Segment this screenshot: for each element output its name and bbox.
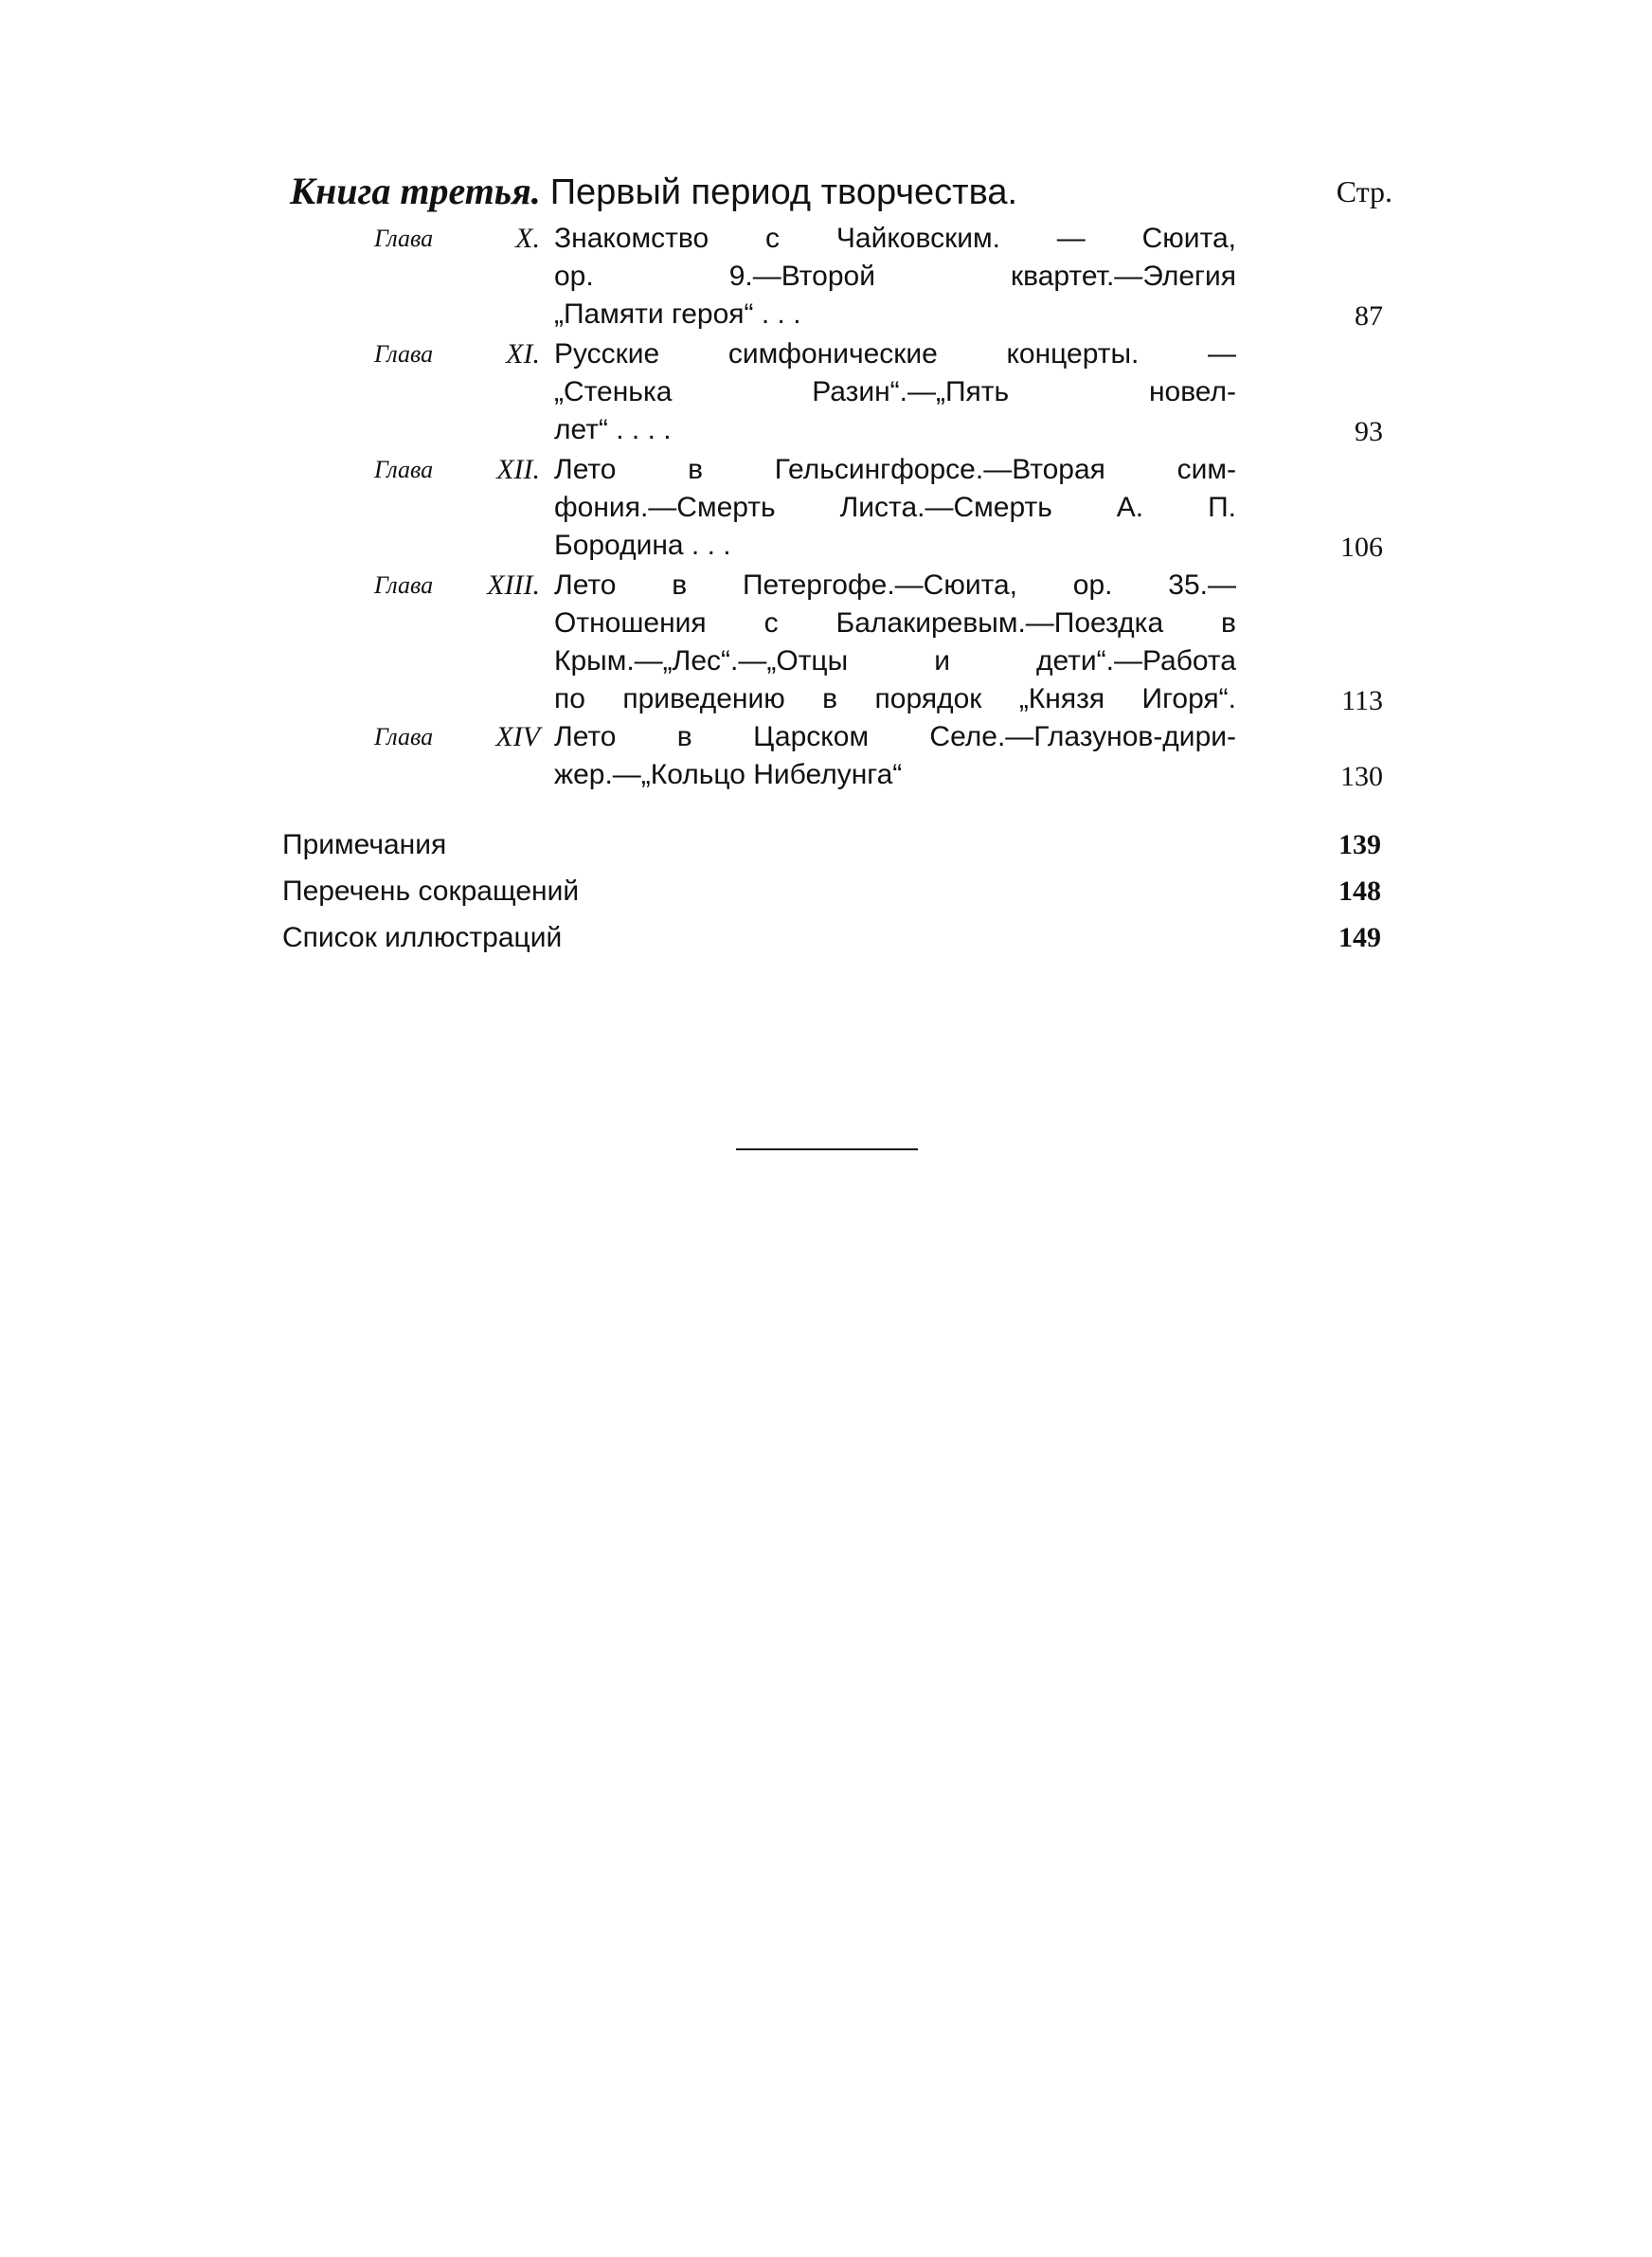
chapter-label: Глава: [374, 571, 434, 599]
end-divider-rule: [736, 1148, 918, 1150]
chapter-page-number: 93: [1355, 416, 1383, 447]
book-prefix: Книга третья.: [290, 170, 541, 212]
entry-page-number: 139: [1338, 829, 1381, 860]
chapter-title-line: Бородина . . .: [554, 530, 731, 561]
chapter-label: Глава: [374, 723, 434, 750]
chapter-numeral: XI.: [506, 338, 540, 370]
chapter-page-number: 106: [1340, 532, 1383, 563]
chapter-title-line: Знакомство с Чайковским. — Сюита,: [554, 223, 1236, 254]
chapter-title-line: Крым.—„Лес“.—„Отцы и дети“.—Работа: [554, 645, 1236, 677]
chapter-title-line: Отношения с Балакиревым.—Поездка в: [554, 607, 1236, 639]
chapter-page-number: 113: [1341, 685, 1383, 716]
chapter-numeral: XIII.: [487, 569, 540, 601]
chapter-title-line: „Памяти героя“ . . .: [554, 298, 801, 330]
chapter-title-line: Лето в Петергофе.—Сюита, ор. 35.—: [554, 569, 1236, 601]
chapter-label: Глава: [374, 456, 434, 483]
chapter-label: Глава: [374, 225, 434, 252]
chapter-page-number: 130: [1340, 761, 1383, 792]
page-column-label: Стр.: [1336, 174, 1392, 208]
chapter-numeral: XIV: [495, 721, 540, 752]
book-title: Первый период творчества.: [549, 172, 1018, 212]
chapter-numeral: X.: [515, 223, 540, 254]
entry-label: Примечания: [282, 829, 447, 860]
entry-label: Список иллюстраций: [282, 922, 563, 953]
entry-page-number: 148: [1338, 876, 1381, 907]
book-heading: [290, 169, 1017, 215]
chapter-label: Глава: [374, 340, 434, 368]
chapter-title-line: жер.—„Кольцо Нибелунга“: [554, 759, 903, 790]
chapter-title-line: Русские симфонические концерты. —: [554, 338, 1236, 370]
chapter-title-line: Лето в Царском Селе.—Глазунов-дири-: [554, 721, 1236, 752]
chapter-page-number: 87: [1355, 300, 1383, 332]
chapter-title-line: „Стенька Разин“.—„Пять новел-: [554, 376, 1236, 407]
entry-page-number: 149: [1338, 922, 1381, 953]
toc-entry-abbreviations: [282, 871, 1391, 912]
chapter-title-line: по приведению в порядок „Князя Игоря“.: [554, 683, 1236, 714]
chapter-title-line: Лето в Гельсингфорсе.—Вторая сим-: [554, 454, 1236, 485]
toc-entry-notes: [282, 824, 1391, 866]
chapter-title-line: ор. 9.—Второй квартет.—Элегия: [554, 261, 1236, 292]
chapter-numeral: XII.: [496, 454, 540, 485]
toc-entry-illustrations: [282, 917, 1391, 959]
chapter-title-line: лет“ . . . .: [554, 414, 672, 445]
entry-label: Перечень сокращений: [282, 876, 580, 907]
chapter-title-line: фония.—Смерть Листа.—Смерть А. П.: [554, 492, 1236, 523]
